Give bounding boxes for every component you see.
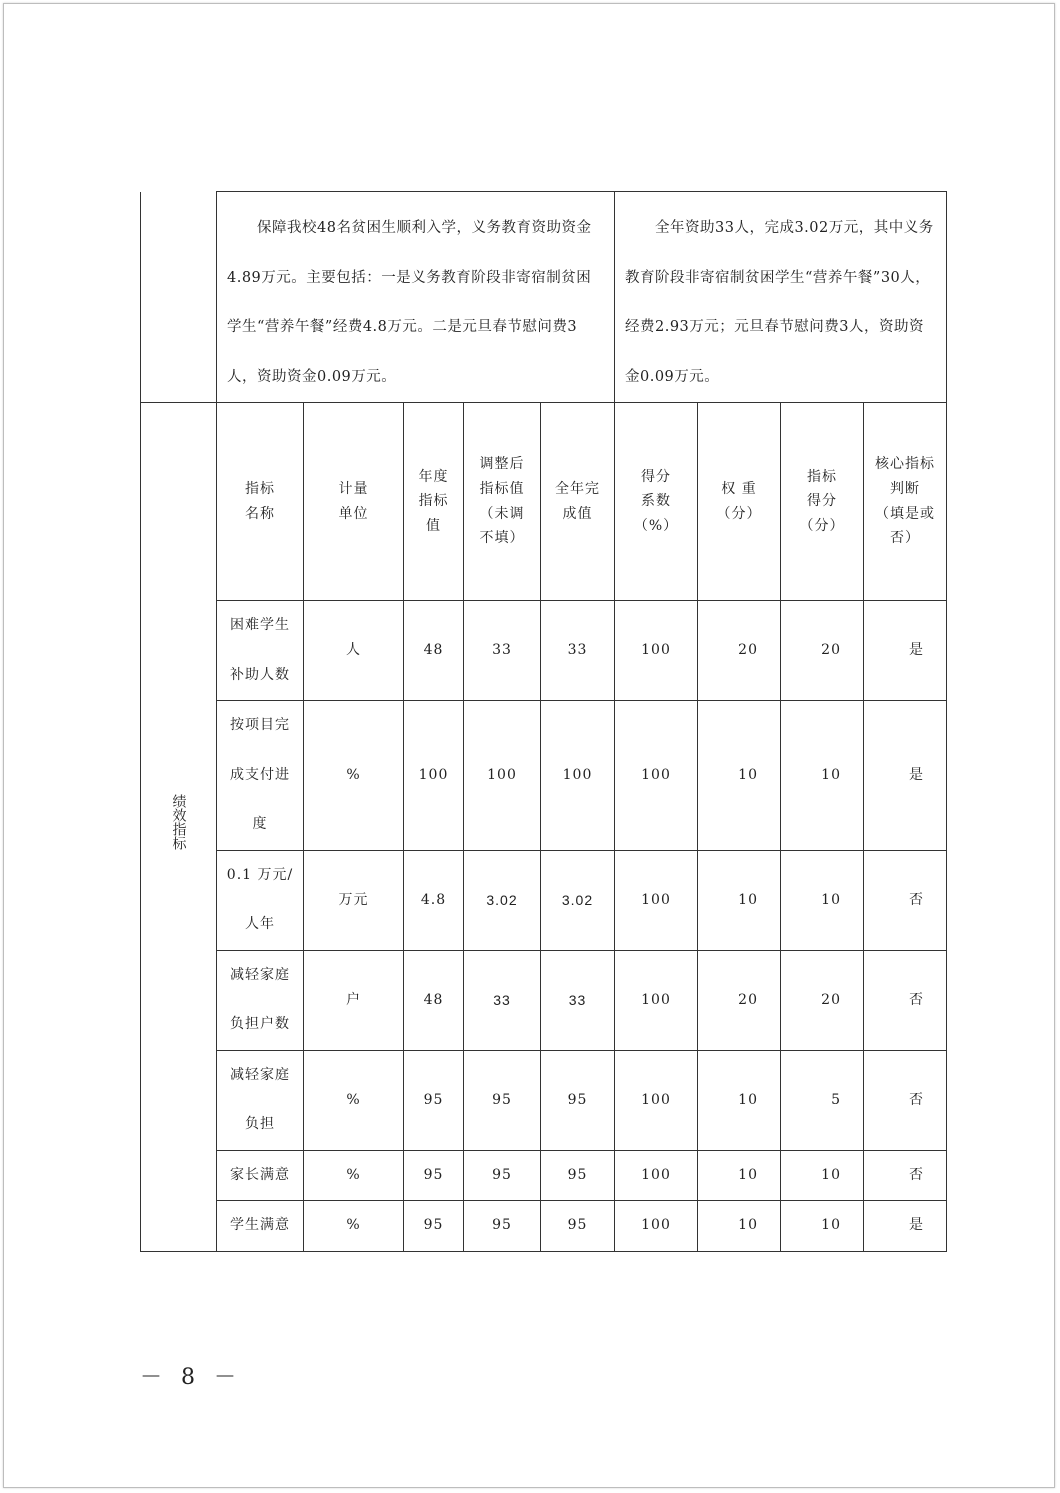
coef-cell: 100 xyxy=(615,950,698,1050)
header-annual xyxy=(404,403,464,601)
weight-cell: 10 xyxy=(698,850,781,950)
coef-cell: 100 xyxy=(615,601,698,701)
core-cell: 是 xyxy=(864,701,947,851)
header-coef xyxy=(615,403,698,601)
adjusted-cell: 95 xyxy=(464,1050,541,1150)
header-score xyxy=(781,403,864,601)
indicator-name-line: 家长满意 xyxy=(230,1166,290,1183)
unit-cell: % xyxy=(304,1150,404,1201)
target-text: 保障我校48名贫困生顺利入学，义务教育资助资金4.89万元。主要包括：一是义务教育阶段非寄宿制贫困学生“营养午餐”经费4.8万元。二是元旦春节慰问费3人，资助资金0.09万元。 xyxy=(227,220,592,385)
completed-cell: 95 xyxy=(541,1050,615,1150)
annual-cell: 95 xyxy=(404,1201,464,1252)
header-adjusted-line: 指标值 xyxy=(479,480,525,497)
actual-text: 全年资助33人，完成3.02万元，其中义务教育阶段非寄宿制贫困学生“营养午餐”30人，经费2.93万元；元旦春节慰问费3人，资助资金0.09万元。 xyxy=(625,220,934,385)
score-cell: 10 xyxy=(781,1201,864,1252)
adjusted-cell: 3.02 xyxy=(464,850,541,950)
indicator-name-line: 减轻家庭 xyxy=(230,966,290,983)
coef-cell: 100 xyxy=(615,850,698,950)
header-weight xyxy=(698,403,781,601)
header-annual-line: 指标 xyxy=(418,493,449,510)
core-cell: 否 xyxy=(864,950,947,1050)
annual-cell: 48 xyxy=(404,950,464,1050)
core-cell: 否 xyxy=(864,1050,947,1150)
adjusted-cell: 95 xyxy=(464,1150,541,1201)
indicator-name-line: 负担户数 xyxy=(230,1016,290,1032)
header-coef-line: （%） xyxy=(633,517,679,534)
header-core xyxy=(864,403,947,601)
table-row xyxy=(141,601,947,701)
header-score-line: （分） xyxy=(799,517,845,534)
coef-cell: 100 xyxy=(615,1050,698,1150)
section-label: 绩效指标 xyxy=(170,794,187,851)
weight-cell: 10 xyxy=(698,701,781,851)
coef-cell: 100 xyxy=(615,1150,698,1201)
score-cell: 10 xyxy=(781,1150,864,1201)
adjusted-cell: 33 xyxy=(464,601,541,701)
table-row xyxy=(141,701,947,851)
indicator-name-line: 0.1 万元/ xyxy=(226,866,294,883)
adjusted-cell: 100 xyxy=(464,701,541,851)
table-row xyxy=(141,950,947,1050)
adjusted-cell: 95 xyxy=(464,1201,541,1252)
indicator-name-line: 减轻家庭 xyxy=(230,1066,290,1083)
indicator-name xyxy=(217,701,304,851)
header-core-line: 判断 xyxy=(890,480,920,497)
header-coef-line: 系数 xyxy=(641,493,671,510)
weight-cell: 20 xyxy=(698,601,781,701)
annual-cell: 95 xyxy=(404,1150,464,1201)
indicator-name-line: 成支付进 xyxy=(230,766,290,783)
performance-table xyxy=(140,191,947,1252)
indicator-name xyxy=(217,1150,304,1201)
header-adjusted-line: （未调 xyxy=(479,505,525,522)
core-cell: 是 xyxy=(864,601,947,701)
header-core-line: 核心指标 xyxy=(875,456,935,473)
unit-cell: % xyxy=(304,1050,404,1150)
header-core-line: （填是或 xyxy=(875,505,935,522)
unit-cell: 户 xyxy=(304,950,404,1050)
annual-cell: 95 xyxy=(404,1050,464,1150)
header-name xyxy=(217,403,304,601)
indicator-name-line: 人年 xyxy=(245,916,275,932)
indicator-name xyxy=(217,1201,304,1252)
header-annual-line: 值 xyxy=(426,517,441,534)
table-row xyxy=(141,1150,947,1201)
indicator-name-line: 补助人数 xyxy=(230,666,290,683)
annual-cell: 100 xyxy=(404,701,464,851)
indicator-name-line: 学生满意 xyxy=(230,1217,290,1233)
header-score-line: 指标 xyxy=(807,468,837,485)
completed-cell: 3.02 xyxy=(541,850,615,950)
adjusted-cell: 33 xyxy=(464,950,541,1050)
score-cell: 20 xyxy=(781,601,864,701)
core-cell: 是 xyxy=(864,1201,947,1252)
header-core-line: 否） xyxy=(890,530,920,547)
header-name-line: 指标 xyxy=(245,480,275,497)
header-adjusted-line: 调整后 xyxy=(479,456,525,473)
score-cell: 20 xyxy=(781,950,864,1050)
table-row xyxy=(141,1201,947,1252)
weight-cell: 20 xyxy=(698,950,781,1050)
unit-cell: 人 xyxy=(304,601,404,701)
completed-cell: 33 xyxy=(541,950,615,1050)
completed-cell: 33 xyxy=(541,601,615,701)
header-unit-line: 计量 xyxy=(338,480,369,497)
coef-cell: 100 xyxy=(615,1201,698,1252)
indicator-name xyxy=(217,601,304,701)
header-coef-line: 得分 xyxy=(641,468,671,485)
annual-cell: 4.8 xyxy=(404,850,464,950)
header-row xyxy=(141,403,947,601)
indicator-name xyxy=(217,1050,304,1150)
actual-text-cell xyxy=(615,192,947,403)
header-annual-line: 年度 xyxy=(418,468,449,485)
indicator-name xyxy=(217,950,304,1050)
page-number: － 8 － xyxy=(140,1365,242,1390)
indicator-name-line: 按项目完 xyxy=(230,717,290,733)
section-label-cell xyxy=(141,403,217,1252)
header-name-line: 名称 xyxy=(245,505,275,522)
unit-cell: 万元 xyxy=(304,850,404,950)
completed-cell: 95 xyxy=(541,1150,615,1201)
core-cell: 否 xyxy=(864,850,947,950)
summary-side-cell xyxy=(141,192,217,403)
completed-cell: 100 xyxy=(541,701,615,851)
core-cell: 否 xyxy=(864,1150,947,1201)
weight-cell: 10 xyxy=(698,1050,781,1150)
summary-row xyxy=(141,192,947,403)
indicator-name-line: 负担 xyxy=(245,1116,275,1132)
table-row xyxy=(141,850,947,950)
indicator-name-line: 度 xyxy=(252,816,268,832)
header-weight-line: （分） xyxy=(716,505,762,522)
header-weight-line: 权 重 xyxy=(721,480,757,497)
header-completed xyxy=(541,403,615,601)
unit-cell: % xyxy=(304,1201,404,1252)
header-unit-line: 单位 xyxy=(338,505,369,522)
completed-cell: 95 xyxy=(541,1201,615,1252)
weight-cell: 10 xyxy=(698,1150,781,1201)
header-score-line: 得分 xyxy=(807,493,837,510)
header-completed-line: 全年完 xyxy=(555,480,600,497)
score-cell: 10 xyxy=(781,850,864,950)
indicator-name xyxy=(217,850,304,950)
header-adjusted-line: 不填） xyxy=(479,530,525,547)
target-text-cell xyxy=(217,192,615,403)
table-row xyxy=(141,1050,947,1150)
header-adjusted xyxy=(464,403,541,601)
weight-cell: 10 xyxy=(698,1201,781,1252)
unit-cell: % xyxy=(304,701,404,851)
annual-cell: 48 xyxy=(404,601,464,701)
indicator-name-line: 困难学生 xyxy=(230,617,290,633)
score-cell: 10 xyxy=(781,701,864,851)
header-unit xyxy=(304,403,404,601)
score-cell: 5 xyxy=(781,1050,864,1150)
coef-cell: 100 xyxy=(615,701,698,851)
header-completed-line: 成值 xyxy=(562,505,593,522)
